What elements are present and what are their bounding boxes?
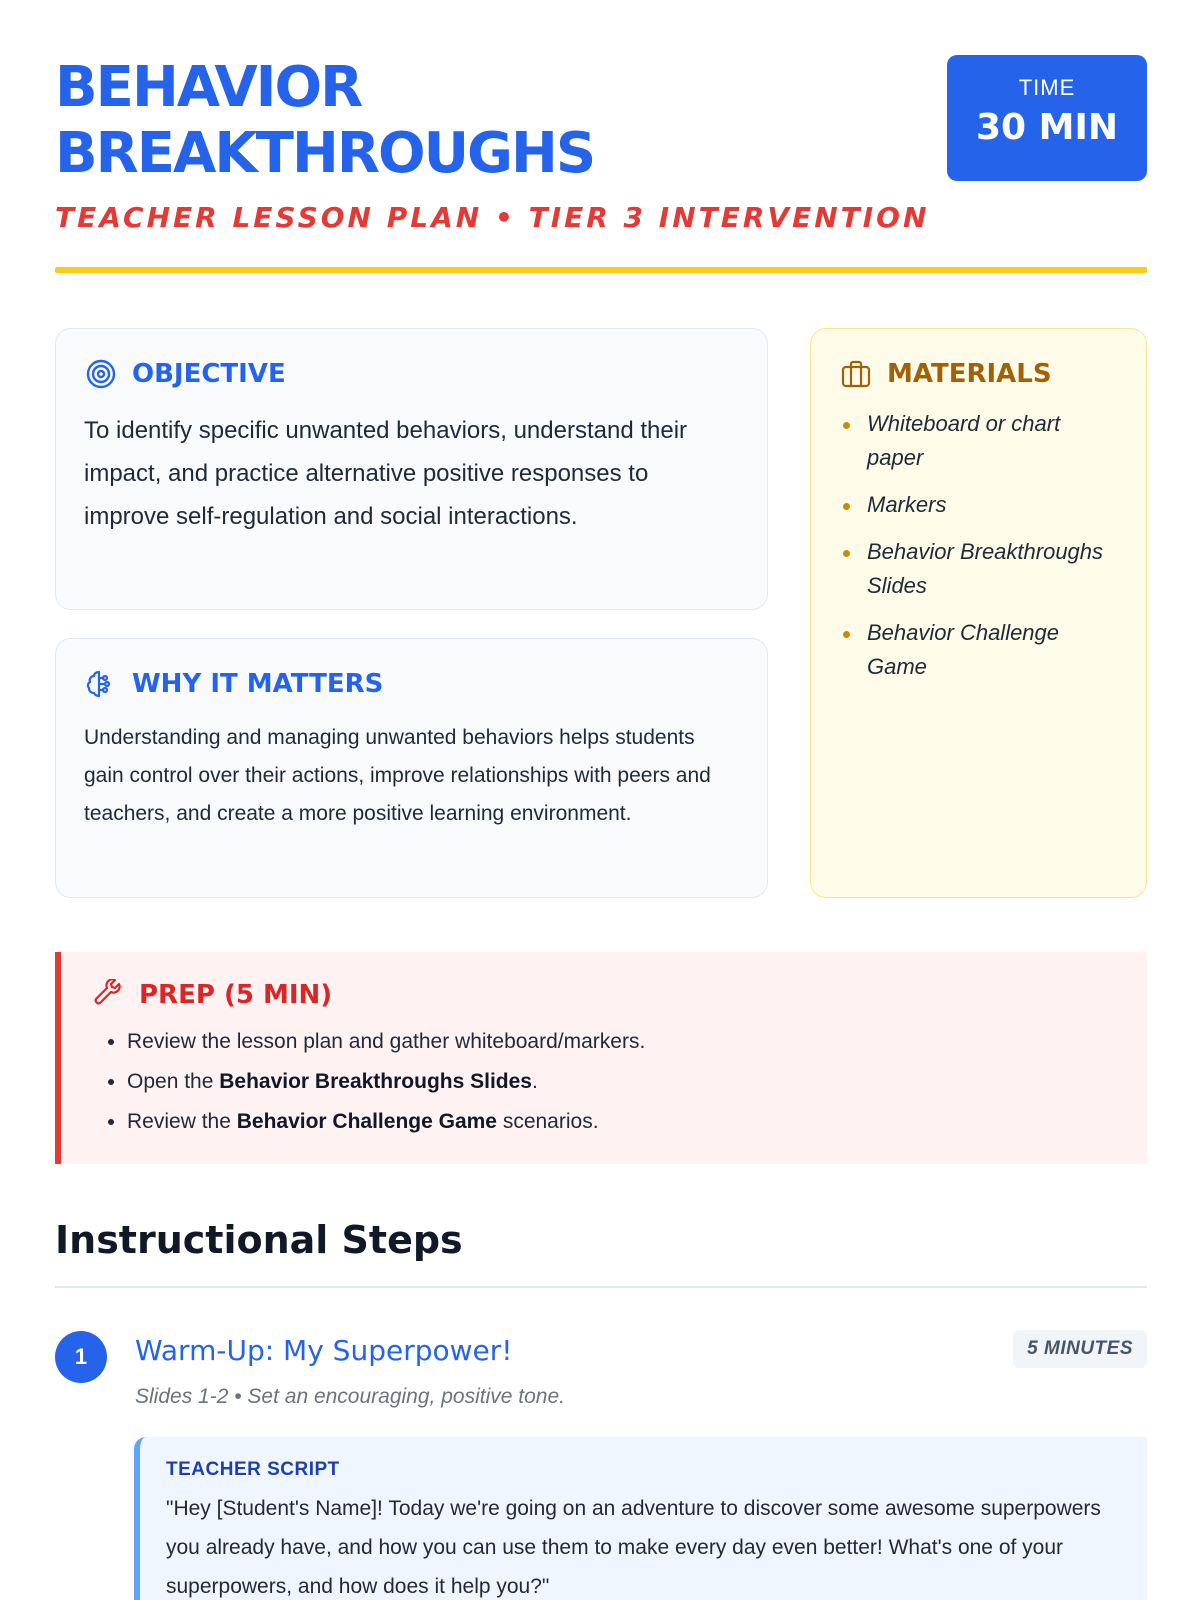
prep-item-text: . <box>532 1070 538 1093</box>
step-title: Warm-Up: My Superpower! <box>135 1334 513 1367</box>
wrench-icon <box>91 978 125 1012</box>
materials-item: Whiteboard or chart paper <box>839 407 1118 475</box>
briefcase-icon <box>839 357 873 391</box>
prep-item-text: Open the <box>127 1070 220 1093</box>
why-it-matters-card <box>55 638 768 898</box>
step-subtitle: Slides 1-2 • Set an encouraging, positive tone. <box>135 1385 565 1408</box>
prep-section <box>55 952 1147 1164</box>
materials-title: MATERIALS <box>887 359 1052 389</box>
materials-card <box>810 328 1147 898</box>
page-title: BEHAVIOR BREAKTHROUGHS <box>55 55 595 186</box>
instructional-steps-title: Instructional Steps <box>55 1218 463 1262</box>
teacher-script-label: TEACHER SCRIPT <box>166 1459 340 1480</box>
prep-item-text: Review the lesson plan and gather whiteboard/markers. <box>127 1030 646 1053</box>
section-divider <box>55 1286 1147 1288</box>
step-duration-badge: 5 MINUTES <box>1013 1330 1147 1368</box>
objective-text: To identify specific unwanted behaviors, understand their impact, and practice alternative positive responses to improve self-regulation and social interactions. <box>84 417 688 530</box>
step-number-badge: 1 <box>55 1331 107 1383</box>
materials-item: Behavior Challenge Game <box>839 616 1118 684</box>
prep-item <box>127 1102 1117 1142</box>
teacher-script-text: "Hey [Student's Name]! Today we're going on an adventure to discover some awesome superpowers you already have, and how you can use them to make every day even better! What's one of your superpowers, and how does it help you?" <box>166 1497 1101 1598</box>
why-it-matters-text: Understanding and managing unwanted behaviors helps students gain control over their actions, improve relationships with peers and teachers, and create a more positive learning environment. <box>84 726 711 825</box>
why-it-matters-title: WHY IT MATTERS <box>132 669 384 699</box>
page-subtitle: TEACHER LESSON PLAN • TIER 3 INTERVENTION <box>55 201 930 234</box>
prep-item-text: Review the <box>127 1110 237 1133</box>
prep-title: PREP (5 MIN) <box>139 980 333 1010</box>
header <box>55 55 1147 234</box>
brain-icon <box>84 667 118 701</box>
prep-item-text: scenarios. <box>496 1110 599 1133</box>
time-badge <box>947 55 1147 181</box>
target-icon <box>84 357 118 391</box>
objective-title: OBJECTIVE <box>132 359 286 389</box>
materials-list <box>839 407 1118 684</box>
time-value: 30 MIN <box>976 107 1118 148</box>
prep-item <box>127 1062 1117 1102</box>
materials-item: Markers <box>839 488 1118 522</box>
header-divider <box>55 267 1147 273</box>
teacher-script-box <box>134 1437 1147 1600</box>
prep-item <box>127 1022 1117 1062</box>
prep-item-emphasis: Behavior Breakthroughs Slides <box>219 1070 532 1093</box>
time-label: TIME <box>1018 75 1076 100</box>
objective-card <box>55 328 768 610</box>
materials-item: Behavior Breakthroughs Slides <box>839 535 1118 603</box>
prep-list <box>91 1022 1117 1142</box>
prep-item-emphasis: Behavior Challenge Game <box>236 1110 497 1133</box>
